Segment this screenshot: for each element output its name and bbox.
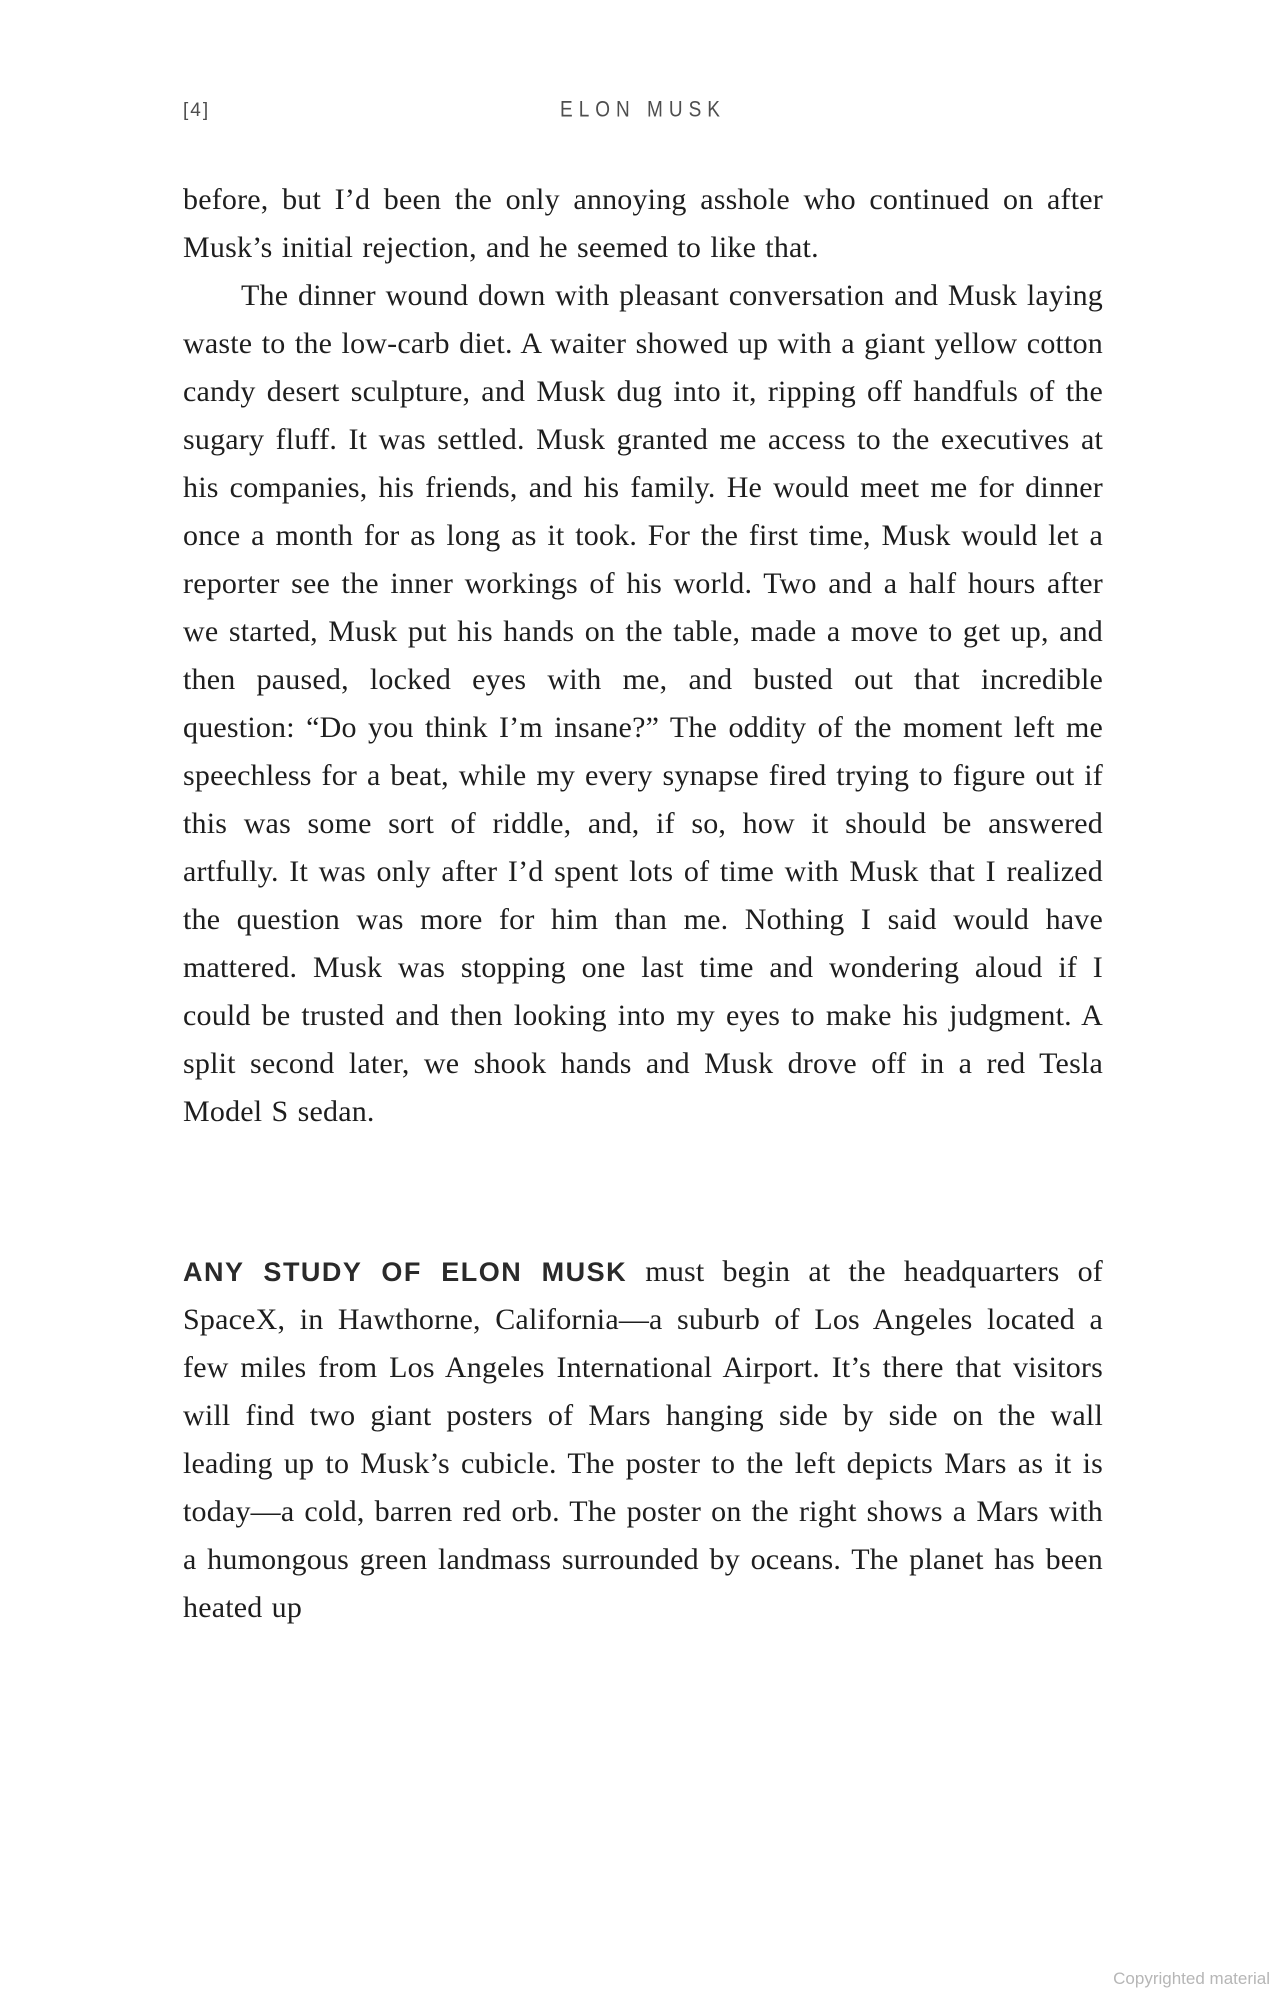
page-number: [4] [183, 100, 211, 121]
page-header [183, 100, 1103, 122]
paragraph-section-start [183, 1248, 1103, 1632]
copyright-notice: Copyrighted material [1113, 1969, 1270, 1988]
section-body-text: must begin at the headquarters of SpaceX, in Hawthorne, California—a suburb of Los Angeles located a few miles from Los Angeles International Airport. It’s there that visitors will find two giant posters of Mars hanging side by side on the wall leading up to Musk’s cubicle. The poster to the left depicts Mars as it is today—a cold, barren red orb. The poster on the right shows a Mars with a humongous green landmass surrounded by oceans. The planet has been heated up [183, 1255, 1103, 1624]
paragraph-dinner: The dinner wound down with pleasant conversation and Musk laying waste to the low-carb diet. A waiter showed up with a giant yellow cotton candy desert sculpture, and Musk dug into it, ripping off handfuls of the sugary fluff. It was settled. Musk granted me access to the executives at his companies, his friends, and his family. He would meet me for dinner once a month for as long as it took. For the first time, Musk would let a reporter see the inner workings of his world. Two and a half hours after we started, Musk put his hands on the table, made a move to get up, and then paused, locked eyes with me, and busted out that incredible question: “Do you think I’m insane?” The oddity of the moment left me speechless for a beat, while my every synapse fired trying to figure out if this was some sort of riddle, and, if so, how it should be answered artfully. It was only after I’d spent lots of time with Musk that I realized the question was more for him than me. Nothing I said would have mattered. Musk was stopping one last time and wondering aloud if I could be trusted and then looking into my eyes to make his judgment. A split second later, we shook hands and Musk drove off in a red Tesla Model S sedan. [183, 279, 1103, 1128]
section-leadin-caps: ANY STUDY OF ELON MUSK [183, 1257, 628, 1287]
running-head-title: ELON MUSK [560, 98, 726, 123]
body-text [183, 176, 1103, 1632]
paragraph-continuation: before, but I’d been the only annoying asshole who continued on after Musk’s initial rejection, and he seemed to like that. [183, 183, 1103, 264]
